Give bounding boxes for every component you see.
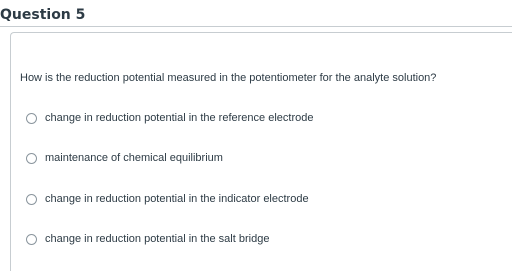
answer-label: change in reduction potential in the salt bridge	[45, 233, 270, 245]
answer-option-1[interactable]	[26, 110, 313, 126]
radio-button[interactable]	[26, 153, 37, 164]
answer-label: maintenance of chemical equilibrium	[45, 152, 223, 164]
question-text: How is the reduction potential measured in the potentiometer for the analyte solution?	[20, 72, 437, 84]
answer-label: change in reduction potential in the reference electrode	[45, 112, 314, 124]
radio-button[interactable]	[26, 113, 37, 124]
radio-button[interactable]	[26, 194, 37, 205]
answer-option-2[interactable]	[26, 150, 223, 166]
answer-option-4[interactable]	[26, 231, 269, 247]
question-header	[0, 0, 512, 27]
answer-option-3[interactable]	[26, 191, 309, 207]
radio-button[interactable]	[26, 234, 37, 245]
answer-label: change in reduction potential in the indicator electrode	[45, 193, 309, 205]
question-title: Question 5	[0, 7, 86, 23]
